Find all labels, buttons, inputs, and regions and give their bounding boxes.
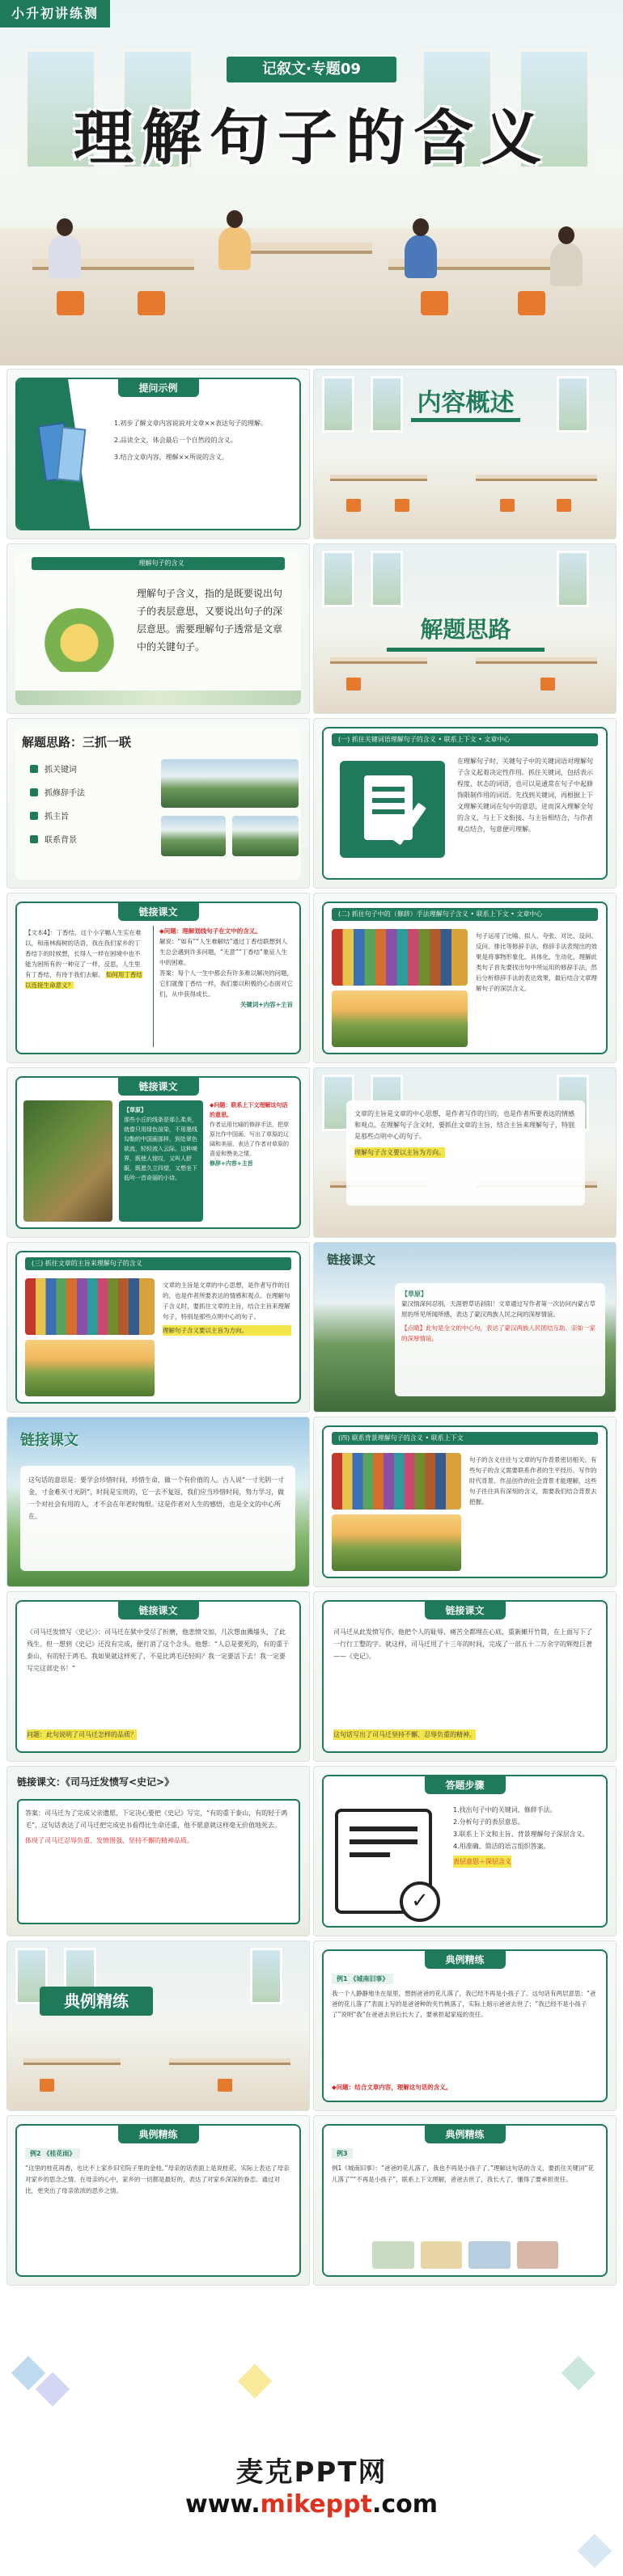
method-item: 抓主旨 <box>30 809 85 821</box>
passage-title: 【草原】 <box>124 1107 146 1113</box>
text-card <box>346 1100 585 1206</box>
slide-theme-method-intro <box>313 1067 617 1238</box>
question-line: 1.初步了解文章内容说说对文章××表达句子的理解。 <box>114 420 268 427</box>
method-item: 联系背景 <box>30 833 85 845</box>
slide-header: 链接课文 <box>117 903 198 921</box>
highlight-text: 理解句子含义要以主旨为方向。 <box>354 1149 445 1156</box>
topic-badge: 记叙文·专题09 <box>227 57 396 82</box>
slide-concept <box>6 543 310 714</box>
slide-header: (四) 联系背景理解句子的含义 • 联系上下文 <box>332 1432 598 1445</box>
highlight-text: 理解句子含义要以主旨为方向。 <box>163 1325 291 1336</box>
slide-keyword-method <box>313 718 617 889</box>
slide-header: 典例精练 <box>424 2126 505 2143</box>
site-url[interactable]: www.mikeppt.com <box>184 2490 438 2519</box>
bookshelf-image <box>332 929 468 986</box>
question-title: ◆问题：理解划线句子在文中的含义。 <box>159 927 261 935</box>
passage-text: 《司马迁发愤写〈史记〉》：司马迁在狱中受尽了折磨，他悲愤交加，几次想血溅墙头，了此残生。但一想到《史记》还没有完成，便打消了这个念头。他想：“人总是要死的，有的重于泰山，有的轻于鸿毛。我如果就这样死了，不是比鸿毛还轻吗？我一定要活下去！我一定要写完这部史书！” <box>27 1628 290 1672</box>
passage-title: 【草原】 <box>401 1290 427 1298</box>
formula-text: 表层意思＋深层含义 <box>453 1856 511 1868</box>
example-label: 例1 《城南旧事》 <box>332 1974 393 1984</box>
decoration-shape <box>578 2534 612 2568</box>
slide-header: 链接课文 <box>117 1078 198 1096</box>
desk <box>243 243 372 254</box>
example-text: “这里的桂花再香，也比不上家乡旧宅院子里的金桂。”母亲的话表面上是说桂花，实际上表达了母亲对家乡的思念之情。在母亲的心中，家乡的一切都是最好的，表达了对家乡深深的眷恋。通过对比，更突出了母亲浓浓的思乡之情。 <box>25 2164 290 2194</box>
slide-example-2 <box>6 2115 310 2286</box>
highlight-text: 【点睛】此句是全文的中心句，表达了蒙汉两族人民团结互助、亲如一家的深厚情谊。 <box>401 1324 595 1342</box>
passage-text: 司马迁从此发愤写作，他把个人的耻辱、痛苦全都埋在心底，重新摊开竹简，在上面写下了一行行工整的字。就这样，司马迁用了十三年的时间，完成了一部五十二万余字的辉煌巨著——《史记》。 <box>333 1628 592 1660</box>
chair <box>138 291 165 315</box>
body-text: 文章的主旨是文章的中心思想，是作者写作的目的，也是作者所要表达的情感和观点。在理解句子含义时，要抓住文章的主旨，结合主旨来理解句子，特别是那些点明中心的句子。 <box>163 1282 290 1320</box>
slide-header: 答题步骤 <box>424 1776 505 1794</box>
slide-example-1 <box>313 1940 617 2111</box>
passage-text: 那些小丘的线条是那么柔美，就像只用绿色渲染，不用墨线勾勒的中国画那样，到处翠色欲流，轻轻流入云际。这种境界，既使人惊叹，又叫人舒服，既愿久立四望，又想坐下低吟一首奇丽的小诗。 <box>124 1117 197 1181</box>
checklist-icon <box>335 1809 432 1914</box>
method-tip: 修辞+内容+主旨 <box>210 1160 253 1167</box>
landscape-image <box>232 816 299 856</box>
slide-theme-method <box>6 1242 310 1413</box>
slide-header: 典例精练 <box>117 2126 198 2143</box>
bookshelf-image <box>25 1278 155 1335</box>
slide-title: 解题思路 <box>420 616 511 643</box>
slide-title: 链接课文 <box>20 1432 78 1449</box>
title-underline <box>411 418 520 422</box>
passage-text: 蒙汉情深何忍别，天涯碧草话斜阳！文章通过写作者第一次访问内蒙古草原的所见所闻所感，表达了蒙汉两族人民之间的深厚情谊。 <box>401 1300 595 1318</box>
slide-linked-text-4 <box>6 1417 310 1587</box>
slide-title: 链接课文：《司马迁发愤写<史记>》 <box>17 1776 175 1788</box>
student-figure <box>49 234 81 278</box>
question-line: 2.品读全文，体会最后一个自然段的含义。 <box>114 437 237 444</box>
slide-solution-ideas <box>313 543 617 714</box>
slide-linked-text-3 <box>313 1242 617 1413</box>
slide-examples-section <box>6 1940 310 2111</box>
slide-title: 解题思路：三抓一联 <box>22 735 132 750</box>
slide-sima-qian <box>6 1766 310 1936</box>
student-figure <box>550 243 583 286</box>
field-image <box>25 1340 155 1396</box>
slide-header: 提问示例 <box>117 379 198 397</box>
step-line: 1.找出句子中的关键词、修辞手法。 <box>453 1806 557 1814</box>
chair <box>57 291 84 315</box>
title-underline <box>387 648 545 652</box>
question-text: ◆问题：结合文章内容，理解这句话的含义。 <box>332 2084 452 2091</box>
series-tag: 小升初讲练测 <box>0 0 110 27</box>
slide-background-method <box>313 1417 617 1587</box>
question-title: ◆问题：联系上下文理解这句话的意思。 <box>210 1102 288 1118</box>
icon-panel <box>340 761 445 858</box>
slide-linked-text-2 <box>6 1067 310 1238</box>
slide-header: (二) 抓住句子中的（修辞）手法理解句子含义 • 联系上下文 • 文章中心 <box>332 908 598 921</box>
answer-text: 答案：司马迁为了完成父亲遗愿，下定决心要把《史记》写完，“有的重于泰山，有的轻于鸿毛”，这句话表达了司马迁把完成史书看得比生命还重，他不愿意就这样毫无价值地死去。 <box>25 1810 288 1829</box>
chair <box>421 291 448 315</box>
books-illustration <box>372 2241 558 2269</box>
slide-linked-text-5 <box>6 1591 310 1762</box>
example-text: 我一个人静静地坐在屋里，想到爸爸的花儿落了，我已经不再是小孩子了。这句话有两层意思：“爸爸的花儿落了”表面上写的是爸爸种的夹竹桃落了，实际上暗示爸爸去世了；“我已经不是小孩子了”说明“我”在爸爸去世后长大了，要承担起家庭的责任。 <box>332 1990 596 2018</box>
forest-image <box>23 1100 112 1222</box>
book-illustration <box>35 599 124 672</box>
student-figure <box>218 226 251 270</box>
decoration-shape <box>238 2364 272 2398</box>
bookshelf-image <box>332 1453 461 1510</box>
slide-linked-text-6 <box>313 1591 617 1762</box>
chair <box>518 291 545 315</box>
highlight-question: 问题：此句说明了司马迁怎样的品质？ <box>27 1731 137 1738</box>
slide-title: 链接课文 <box>327 1252 376 1267</box>
footer-branding <box>0 2345 623 2576</box>
passage-text: 这句话的意思是：要学会珍惜时间，珍惜生命，做一个有价值的人。古人说“一寸光阴一寸金，寸金难买寸光阴”，时间是宝贵的，它一去不复返，我们应当珍惜时间，努力学习，做一个对社会有用的人，才不会在年老时悔恨。这是作者对人生的感悟，也是全文的中心所在。 <box>28 1476 285 1520</box>
brand-name: 麦克PPT网 <box>235 2456 388 2489</box>
slide-header: 典例精练 <box>424 1951 505 1969</box>
check-icon: ✓ <box>400 1881 440 1922</box>
text-card <box>17 1799 300 1924</box>
answer-text: 答案：每个人一生中都会有许多难以解决的问题，它们就像丁香结一样，我们要以积极的心态面对它们，从中获得成长。 <box>159 969 293 998</box>
answer-text: 作者运用比喻的修辞手法，把草原比作中国画，写出了草原的辽阔和美丽，表达了作者对草原的喜爱和赞美之情。 <box>210 1121 289 1157</box>
passage-text: 【文本4】：丁香结，这个小字幅人生实在难以，和南林海树的话语，我在我们家乡的丁香结下的时候想，长得人一样在困境中也不能为困所有的一种完了一样，反思，人生里有丁香结，有待于我们去解。 <box>25 929 142 978</box>
example-label: 例2 《桂花雨》 <box>25 2148 80 2159</box>
slide-header: (三) 抓住文章的主旨来理解句子的含义 <box>25 1257 291 1270</box>
step-line: 3.联系上下文和主旨、背景理解句子深层含义。 <box>453 1831 589 1838</box>
slide-header: (一) 抓住关键词语理解句子的含义 • 联系上下文 • 文章中心 <box>332 733 598 746</box>
method-tip: 关键词+内容+主旨 <box>239 1001 293 1008</box>
method-item: 抓修辞手法 <box>30 786 85 798</box>
section-title: 典例精练 <box>40 1987 153 2016</box>
cover-slide <box>0 0 623 365</box>
method-text: 句子运用了比喻、拟人、夸张、对比、设问、反问、排比等修辞手法，修辞手法表现出的效果是将事物形象化、具体化、生动化，理解此类句子首先要找出句中所运用的修辞手法，然后分析修辞手法的表达效果，最后结合文章理解句子的深层含义。 <box>476 932 597 992</box>
slide-title: 内容概述 <box>417 389 515 417</box>
highlight-text: 这句话写出了司马迁坚持不懈、忍辱负重的精神。 <box>333 1731 476 1738</box>
step-line: 4.用准确、简洁的语言组织答案。 <box>453 1843 550 1850</box>
body-text: 文章的主旨是文章的中心思想，是作者写作的目的，也是作者所要表达的情感和观点。在理解句子含义时，要抓住文章的主旨，结合主旨来理解句子，特别是那些点明中心的句子。 <box>354 1110 574 1140</box>
slide-example-3 <box>313 2115 617 2286</box>
main-title: 理解句子的含义 <box>74 103 549 173</box>
body-text: 句子的含义往往与文章的写作背景密切相关。有些句子的含义需要联系作者的生平经历、写作的时代背景、作品创作的社会背景才能理解，这些句子往往具有深刻的含义，需要我们结合背景去把握。 <box>469 1456 597 1505</box>
question-line: 3.结合文章内容，理解××所说的含义。 <box>114 454 229 461</box>
slide-linked-text-1 <box>6 893 310 1063</box>
method-text: 在理解句子时，关键句子中的关键词语对理解句子含义起着决定性作用。抓住关键词，包括表示程度、状态的词语，也可以是通常在句子中起修饰限制作用的词语。先找到关键词，再根据上下文理解关键词在句中的意思，进而深入理解全句的含义，与上下文衔接、与主旨相结合，与作者观点结合，句意便可理解。 <box>457 758 593 833</box>
example-label: 例3 <box>332 2148 353 2159</box>
slide-content-overview <box>313 369 617 539</box>
example-text: 例1《城南旧事》：“爸爸的花儿落了，我也不再是小孩子了。”理解这句话的含义，要抓住关键词“花儿落了”“不再是小孩子”，联系上下文理解，爸爸去世了，我长大了，懂得了要承担责任。 <box>332 2164 594 2183</box>
slide-three-grasps <box>6 718 310 889</box>
landscape-image <box>161 759 299 808</box>
landscape-image <box>161 816 226 856</box>
slide-answer-steps <box>313 1766 617 1936</box>
analysis-text: 解说：“如有”“人生难解结”通过丁香结联想到人生总会遇到许多问题，“无意”“丁香结”象征人生中的困难。 <box>159 938 288 966</box>
slide-rhetoric-method <box>313 893 617 1063</box>
slide-question-examples <box>6 369 310 539</box>
highlight-question: 如何用丁香结以连接生命意义？ <box>25 971 142 989</box>
classroom-background <box>7 1941 310 2111</box>
step-line: 2.分析句子的表层意思。 <box>453 1818 524 1826</box>
slide-header: 链接课文 <box>117 1602 198 1620</box>
field-image <box>332 990 468 1047</box>
concept-text: 理解句子含义，指的是既要说出句子的表层意思，又要说出句子的深层意思。需要理解句子透常是文章中的关键句子。 <box>137 588 283 652</box>
highlight-text: 体现了司马迁忍辱负重、发愤图强、坚持不懈的精神品质。 <box>25 1837 193 1844</box>
field-image <box>332 1514 461 1571</box>
method-item: 抓关键词 <box>30 762 85 775</box>
text-card <box>20 1466 295 1571</box>
slide-header: 链接课文 <box>424 1602 505 1620</box>
decoration-shape <box>562 2356 595 2390</box>
text-card <box>395 1283 605 1396</box>
student-figure <box>405 234 437 278</box>
slide-header: 理解句子的含义 <box>32 557 285 570</box>
leaf-decoration <box>15 690 301 705</box>
